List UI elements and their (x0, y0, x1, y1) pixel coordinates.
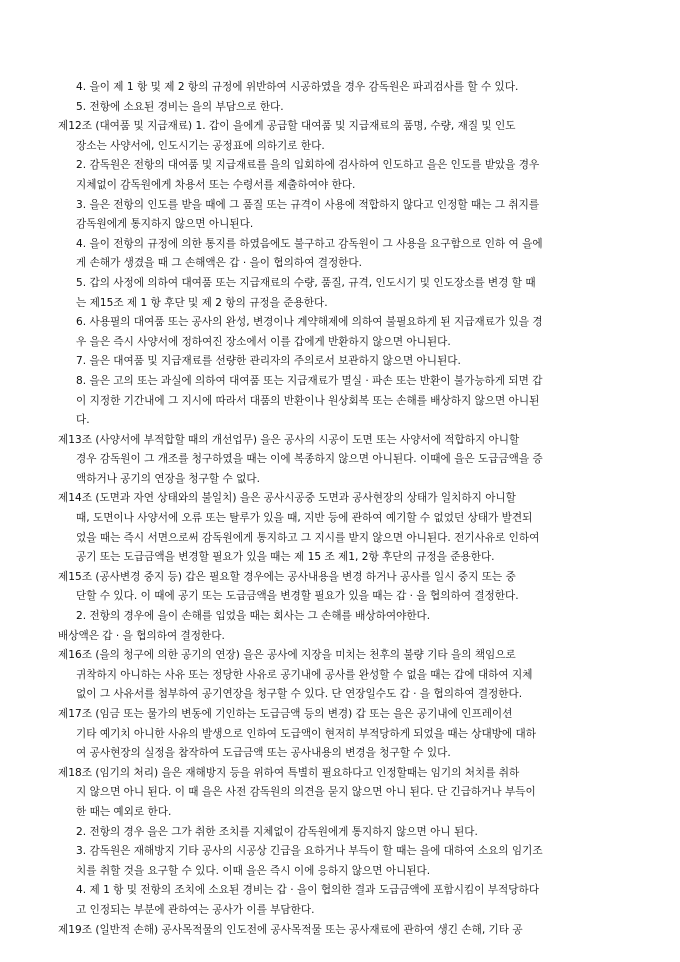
text-line: 고 인정되는 부분에 관하여는 공사가 이를 부담한다. (76, 903, 315, 916)
text-line: 한 때는 예외로 한다. (76, 805, 172, 818)
text-line: 지 않으면 아니 된다. 이 때 을은 사전 감독원의 의견을 묻지 않으면 아니 된다. 단 긴급하거나 부득이 (76, 786, 536, 799)
text-line: 우 을은 즉시 사양서에 정하여진 장소에서 이를 갑에게 반환하지 않으면 아니된다. (76, 335, 451, 348)
text-line: 5. 전항에 소요된 경비는 을의 부담으로 한다. (76, 100, 284, 113)
text-line: 이 지정한 기간내에 그 지시에 따라서 대품의 반환이나 원상회복 또는 손해를 배상하지 않으면 아니된 (76, 394, 540, 407)
text-line: 4. 을이 전항의 규정에 의한 통지를 하였음에도 불구하고 감독원이 그 사용을 요구함으로 인하 여 을에 (76, 237, 543, 250)
text-line: 제16조 (을의 청구에 의한 공기의 연장) 을은 공사에 지장을 미치는 천후의 불량 기타 을의 책임으로 (58, 649, 516, 662)
text-line: 배상액은 갑 · 을 협의하여 결정한다. (58, 629, 225, 642)
text-line: 게 손해가 생겼을 때 그 손해액은 갑 · 을이 협의하여 결정한다. (76, 257, 363, 270)
text-line: 3. 을은 전항의 인도를 받을 때에 그 품질 또는 규격이 사용에 적합하지 않다고 인정할 때는 그 취지를 (76, 198, 540, 211)
text-line: 때, 도면이나 사양서에 오류 또는 탈루가 있을 때, 지반 등에 관하여 예기할 수 없었던 상태가 발견되 (76, 512, 533, 525)
text-line: 2. 전항의 경우에 을이 손해를 입었을 때는 회사는 그 손해를 배상하여야한다. (76, 610, 431, 623)
text-line: 기타 예기치 아니한 사유의 발생으로 인하여 도급액이 현저히 부적당하게 되었을 때는 상대방에 대하 (76, 727, 536, 740)
text-line: 6. 사용필의 대여품 또는 공사의 완성, 변경이나 계약해제에 의하여 불필요하게 된 지급재료가 있을 경 (76, 316, 543, 329)
text-line: 4. 을이 제 1 항 및 제 2 항의 규정에 위반하여 시공하였을 경우 감독원은 파괴검사를 할 수 있다. (76, 81, 519, 93)
text-line: 제18조 (임기의 처리) 을은 재해방지 등을 위하여 특별히 필요하다고 인정할때는 임기의 처치를 취하 (58, 766, 520, 779)
text-line: 없이 그 사유서를 첨부하여 공기연장을 청구할 수 있다. 단 연장일수도 갑 · 을 협의하여 결정한다. (76, 688, 523, 701)
text-line: 8. 을은 고의 또는 과실에 의하여 대여품 또는 지급재료가 멸실 · 파손 또는 반환이 불가능하게 되면 갑 (76, 374, 543, 387)
text-line: 지체없이 감독원에게 차용서 또는 수령서를 제출하여야 한다. (76, 178, 356, 191)
text-line: 제13조 (사양서에 부적합할 때의 개선업무) 을은 공사의 시공이 도면 또는 사양서에 적합하지 아니할 (58, 433, 520, 446)
text-line: 제12조 (대여품 및 지급재료) 1. 갑이 을에게 공급할 대여품 및 지급재료의 품명, 수량, 재질 및 인도 (58, 120, 516, 133)
text-line: 치를 취할 것을 요구할 수 있다. 이때 을은 즉시 이에 응하지 않으면 아니된다. (76, 864, 431, 877)
text-line: 제17조 (임금 또는 물가의 변동에 기인하는 도급금액 등의 변경) 갑 또는 을은 공기내에 인프레이션 (58, 708, 513, 720)
text-line: 제19조 (일반적 손해) 공사목적물의 인도전에 공사목적물 또는 공사재료에 관하여 생긴 손해, 기타 공 (58, 923, 523, 936)
text-line: 단할 수 있다. 이 때에 공기 또는 도급금액을 변경할 필요가 있을 때는 갑 · 을 협의하여 결정한다. (76, 590, 519, 603)
text-line: 경우 감독원이 그 개조를 청구하였을 때는 이에 복종하지 않으면 아니된다. 이때에 을은 도급금액을 증 (76, 453, 543, 466)
text-line: 제15조 (공사변경 중지 등) 갑은 필요할 경우에는 공사내용을 변경 하거나 공사를 일시 중지 또는 중 (58, 570, 516, 583)
text-line: 7. 을은 대여품 및 지급재료를 선량한 관리자의 주의로서 보관하지 않으면 아니된다. (76, 355, 461, 368)
text-line: 2. 전항의 경우 을은 그가 취한 조치를 지체없이 감독원에게 통지하지 않으면 아니 된다. (76, 825, 478, 838)
text-line: 4. 제 1 항 및 전항의 조치에 소요된 경비는 갑 · 을이 협의한 결과 도급금액에 포함시킴이 부적당하다 (76, 884, 539, 897)
text-line: 5. 갑의 사정에 의하여 대여품 또는 지급재료의 수량, 품질, 규격, 인도시기 및 인도장소를 변경 할 때 (76, 276, 536, 289)
text-line: 다. (76, 414, 90, 427)
text-line: 2. 감독원은 전항의 대여품 및 지급재료를 을의 입회하에 검사하여 인도하고 을은 인도를 받았을 경우 (76, 159, 540, 172)
text-line: 제14조 (도면과 자연 상태와의 불일치) 을은 공사시공중 도면과 공사현장의 상태가 일치하지 아니할 (58, 492, 516, 505)
text-line: 감독원에게 통지하지 않으면 아니된다. (76, 218, 254, 231)
text-line: 액하거나 공기의 연장을 청구할 수 없다. (76, 472, 260, 485)
text-line: 3. 감독원은 재해방지 기타 공사의 시공상 긴급을 요하거나 부득이 할 때는 을에 대하여 소요의 임기조 (76, 845, 543, 858)
text-line: 장소는 사양서에, 인도시기는 공정표에 의하기로 한다. (76, 139, 325, 152)
text-line: 는 제15조 제 1 항 후단 및 제 2 항의 규정을 준용한다. (76, 296, 328, 309)
text-line: 귀착하지 아니하는 사유 또는 정당한 사유로 공기내에 공사를 완성할 수 없을 때는 갑에 대하여 지체 (76, 668, 533, 681)
text-line: 여 공사현장의 실정을 참작하여 도급금액 또는 공사내용의 변경을 청구할 수 있다. (76, 747, 451, 760)
text-line: 공기 또는 도급금액을 변경할 필요가 있을 때는 제 15 조 제1, 2항 후단의 규정을 준용한다. (76, 551, 495, 564)
text-line: 었을 때는 즉시 서면으로써 감독원에게 통지하고 그 지시를 받지 않으면 아니된다. 전기사유로 인하여 (76, 531, 540, 544)
